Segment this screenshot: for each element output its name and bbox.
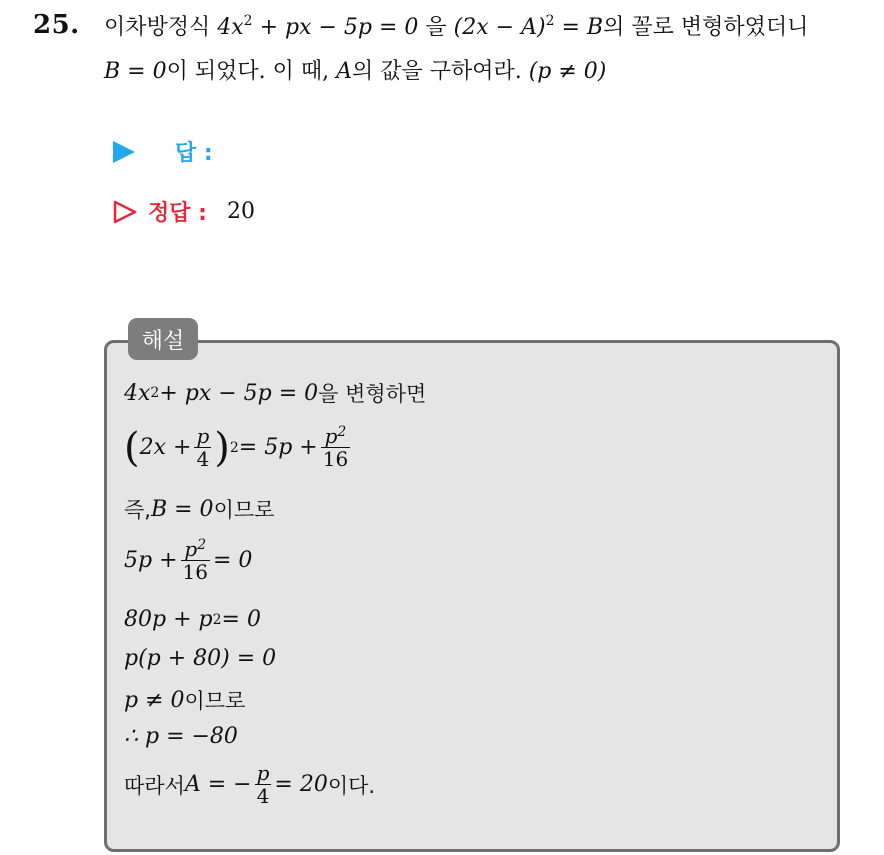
math: A = − (184, 772, 252, 797)
math: = B (554, 15, 604, 40)
question-text: 의 값을 구하여라. (351, 59, 529, 84)
math: 4x (217, 15, 244, 40)
correct-answer-row (112, 196, 255, 227)
question-line-2 (104, 57, 606, 87)
question-text: 을 (418, 15, 454, 40)
explanation-text: 을 변형하면 (318, 382, 427, 406)
math: (p ≠ 0) (528, 59, 607, 84)
math: = 0 (221, 607, 261, 632)
math: + px − 5p = 0 (159, 380, 319, 406)
math: = 5p + (238, 435, 318, 460)
math: + px − 5p = 0 (252, 15, 419, 40)
question-text: 이 되었다. 이 때, (166, 59, 337, 84)
play-triangle-icon (113, 141, 135, 163)
numerator-base: p (184, 537, 198, 561)
explanation-line-7 (124, 685, 245, 715)
fraction (255, 762, 272, 807)
explanation-text: 따라서 (124, 773, 185, 798)
answer-label: 답 : (175, 141, 213, 166)
fraction-numerator: p (196, 424, 210, 448)
exponent: 2 (337, 424, 347, 440)
fraction-numerator (182, 538, 208, 560)
explanation-line-9 (124, 762, 375, 807)
fraction-numerator (323, 425, 349, 447)
question-line-1 (104, 13, 808, 43)
paren: ) (214, 424, 230, 471)
explanation-line-6 (124, 646, 276, 671)
paren: ( (124, 424, 140, 471)
explanation-line-4 (124, 538, 252, 583)
exponent: 2 (243, 13, 253, 29)
explanation-text: 이므로 (184, 689, 246, 713)
explanation-text: 즉, (124, 498, 151, 522)
math: 80p + p (124, 607, 213, 632)
fraction-denominator: 4 (196, 447, 210, 471)
math: = 0 (212, 548, 253, 573)
fraction (321, 425, 350, 470)
explanation-line-8 (124, 724, 238, 749)
math: = 20 (274, 772, 328, 797)
math: 2x + (139, 435, 192, 460)
explanation-line-5: 80p + p 2 = 0 (124, 607, 261, 632)
correct-answer-value: 20 (226, 199, 255, 224)
math: B = 0 (104, 59, 167, 84)
math: p(p + 80) = 0 (124, 646, 277, 671)
explanation-line-3 (124, 494, 274, 524)
exponent: 2 (545, 13, 555, 29)
fraction-denominator: 16 (182, 560, 208, 584)
question-text: 이차방정식 (104, 15, 218, 40)
math: 5p + (124, 548, 178, 573)
correct-answer-label: 정답 : (148, 201, 207, 226)
answer-row (113, 136, 213, 167)
fraction-denominator: 4 (256, 784, 270, 808)
math: p ≠ 0 (124, 687, 185, 713)
explanation-tag: 해설 (128, 318, 198, 360)
fraction-denominator: 16 (322, 447, 349, 471)
explanation-line-1: 4x 2 + px − 5p = 0 을 변형하면 (124, 378, 426, 408)
math: B = 0 (150, 496, 214, 522)
explanation-line-2: ( 2x + $\frac{p}{4}$ ) 2 = 5p + $\frac{p^2}{16}$ (124, 424, 349, 471)
math: ∴ p = −80 (124, 724, 238, 749)
fraction-numerator: p (256, 761, 270, 785)
numerator-base: p (324, 424, 338, 448)
outline-triangle-icon (112, 199, 138, 225)
explanation-text: 이므로 (213, 498, 275, 522)
math: (2x − A) (453, 15, 546, 40)
question-text: 의 꼴로 변형하였더니 (603, 15, 809, 40)
math: A (336, 59, 352, 84)
fraction (181, 538, 210, 583)
explanation-text: 이다. (327, 773, 376, 798)
math: 4x (124, 380, 151, 406)
exponent: 2 (197, 537, 207, 553)
question-number: 25. (33, 10, 80, 40)
fraction (194, 425, 211, 470)
